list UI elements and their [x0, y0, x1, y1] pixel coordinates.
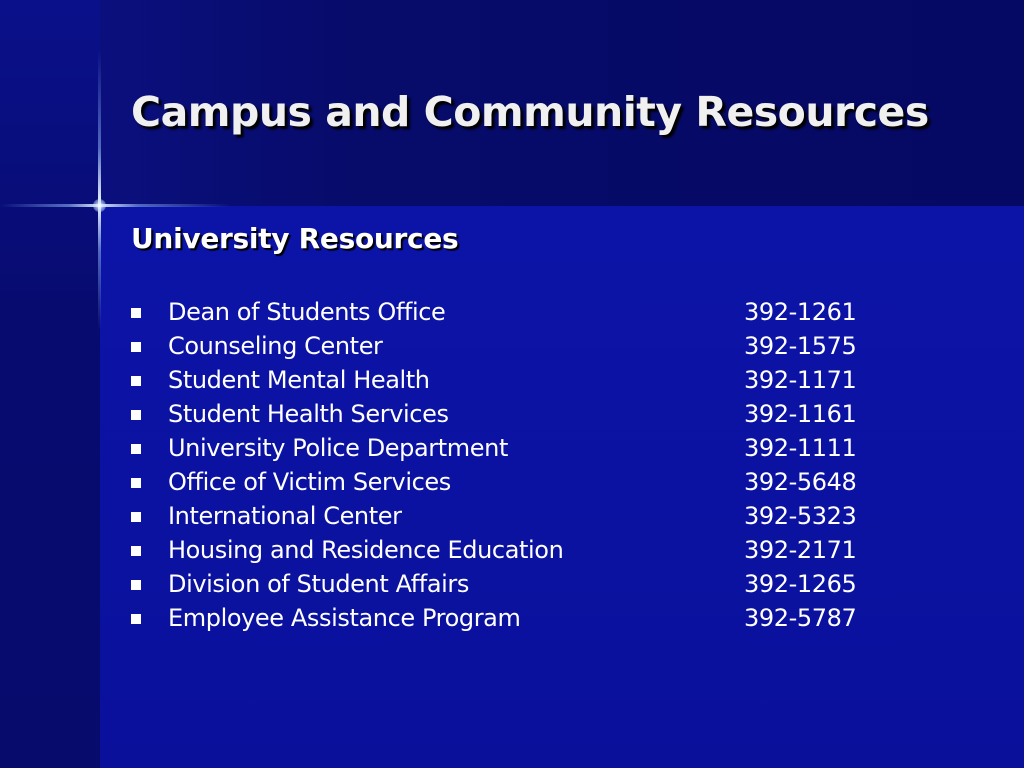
square-bullet-icon: [131, 546, 141, 556]
square-bullet-icon: [131, 444, 141, 454]
square-bullet-icon: [131, 410, 141, 420]
square-bullet-icon: [131, 308, 141, 318]
resource-phone: 392-5323: [744, 502, 857, 530]
resource-phone: 392-2171: [744, 536, 857, 564]
resource-phone: 392-5787: [744, 604, 857, 632]
resource-phone: 392-1575: [744, 332, 857, 360]
resource-name: Counseling Center: [168, 332, 383, 360]
square-bullet-icon: [131, 376, 141, 386]
resource-name: Employee Assistance Program: [168, 604, 521, 632]
resource-name: Housing and Residence Education: [168, 536, 564, 564]
sparkle-icon: [93, 199, 106, 212]
resource-name: Division of Student Affairs: [168, 570, 469, 598]
resource-name: International Center: [168, 502, 402, 530]
resource-phone: 392-1161: [744, 400, 857, 428]
resource-phone: 392-1261: [744, 298, 857, 326]
square-bullet-icon: [131, 580, 141, 590]
resource-name: University Police Department: [168, 434, 508, 462]
square-bullet-icon: [131, 342, 141, 352]
square-bullet-icon: [131, 478, 141, 488]
resource-phone: 392-1265: [744, 570, 857, 598]
sparkle-vertical-icon: [98, 50, 101, 330]
sparkle-horizontal-icon: [0, 204, 230, 207]
slide-title: Campus and Community Resources: [131, 88, 929, 136]
resource-phone: 392-1171: [744, 366, 857, 394]
left-band: [0, 0, 100, 768]
resource-phone: 392-1111: [744, 434, 857, 462]
section-heading: University Resources: [131, 222, 459, 255]
resource-name: Student Mental Health: [168, 366, 430, 394]
resource-name: Dean of Students Office: [168, 298, 446, 326]
square-bullet-icon: [131, 512, 141, 522]
resource-name: Student Health Services: [168, 400, 449, 428]
resource-name: Office of Victim Services: [168, 468, 451, 496]
square-bullet-icon: [131, 614, 141, 624]
resource-phone: 392-5648: [744, 468, 857, 496]
